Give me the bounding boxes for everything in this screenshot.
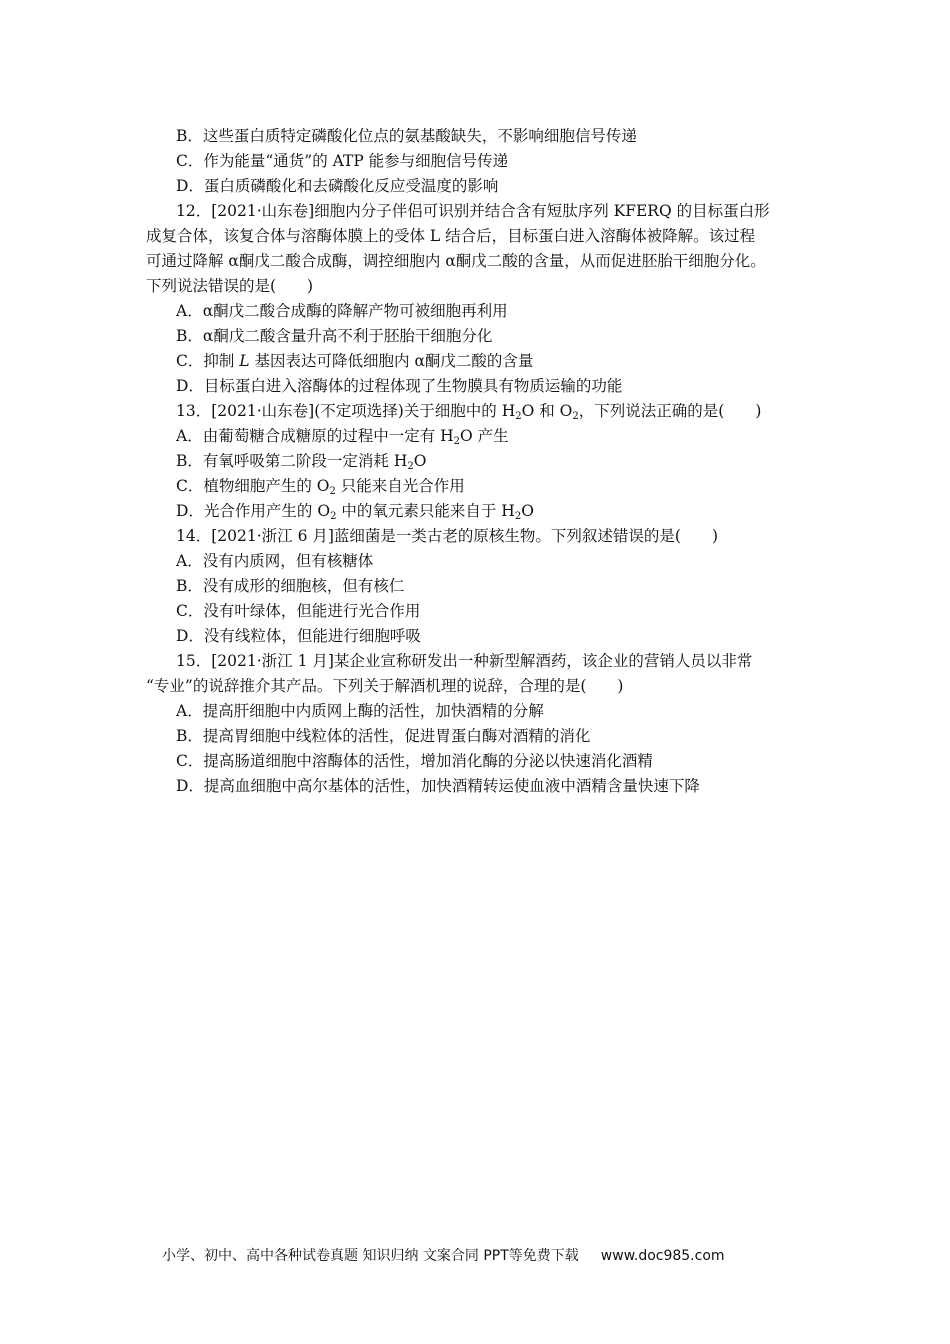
option-14a: A．没有内质网，但有核糖体 (176, 552, 374, 570)
opt-part: B．有氧呼吸第二阶段一定消耗 H (176, 452, 408, 470)
subscript: 2 (407, 461, 414, 472)
opt-part: 只能来自光合作用 (335, 477, 465, 495)
q13-part: ，下列说法正确的是( ) (578, 402, 762, 420)
option-13a (176, 426, 509, 446)
option-13b (176, 451, 426, 471)
question-12-stem-cont-1: 成复合体，该复合体与溶酶体膜上的受体 L 结合后，目标蛋白进入溶酶体被降解。该过程 (146, 227, 756, 245)
opt-part: O (413, 452, 427, 470)
opt-part: O 产生 (460, 427, 509, 445)
question-12-stem-cont-2: 可通过降解 α酮戊二酸合成酶，调控细胞内 α酮戊二酸的含量，从而促进胚胎干细胞分化。 (146, 252, 766, 270)
opt-part: A．由葡萄糖合成糖原的过程中一定有 H (176, 427, 454, 445)
page-footer (162, 1245, 725, 1265)
option-12c-part: C．抑制 (176, 352, 240, 370)
subscript: 2 (329, 486, 336, 497)
option-11c: C．作为能量“通货”的 ATP 能参与细胞信号传递 (176, 152, 509, 170)
option-13c (176, 476, 465, 496)
subscript: 2 (330, 511, 337, 522)
option-12c-part: 基因表达可降低细胞内 α酮戊二酸的含量 (249, 352, 534, 370)
opt-part: C．植物细胞产生的 O (176, 477, 330, 495)
question-12-stem: 12．[2021·山东卷]细胞内分子伴侣可识别并结合含有短肽序列 KFERQ 的目标蛋白形 (176, 202, 770, 220)
option-12b: B．α酮戊二酸含量升高不利于胚胎干细胞分化 (176, 327, 493, 345)
subscript: 2 (453, 436, 461, 447)
subscript: 2 (572, 411, 579, 422)
q13-part: O 和 O (521, 402, 573, 420)
q13-part: 13．[2021·山东卷](不定项选择)关于细胞中的 H (176, 402, 516, 420)
option-12a: A．α酮戊二酸合成酶的降解产物可被细胞再利用 (176, 302, 508, 320)
option-15a: A．提高肝细胞中内质网上酶的活性，加快酒精的分解 (176, 702, 544, 720)
question-14-stem: 14．[2021·浙江 6 月]蓝细菌是一类古老的原核生物。下列叙述错误的是( ) (176, 527, 719, 545)
opt-part: O (521, 502, 534, 520)
question-15-stem-cont: “专业”的说辞推介其产品。下列关于解酒机理的说辞，合理的是( ) (146, 677, 624, 695)
option-11d: D．蛋白质磷酸化和去磷酸化反应受温度的影响 (176, 177, 499, 195)
question-12-stem-cont-3: 下列说法错误的是( ) (146, 277, 314, 295)
option-11b: B．这些蛋白质特定磷酸化位点的氨基酸缺失，不影响细胞信号传递 (176, 127, 637, 145)
option-14c: C．没有叶绿体，但能进行光合作用 (176, 602, 421, 620)
option-14b: B．没有成形的细胞核，但有核仁 (176, 577, 405, 595)
option-15b: B．提高胃细胞中线粒体的活性，促进胃蛋白酶对酒精的消化 (176, 727, 591, 745)
subscript: 2 (515, 411, 522, 422)
footer-text: 小学、初中、高中各种试卷真题 知识归纳 文案合同 PPT等免费下载 (162, 1248, 579, 1264)
gene-l-italic: L (239, 352, 250, 370)
option-12d: D．目标蛋白进入溶酶体的过程体现了生物膜具有物质运输的功能 (176, 377, 623, 395)
subscript: 2 (514, 511, 522, 522)
option-12c (176, 351, 533, 371)
question-15-stem: 15．[2021·浙江 1 月]某企业宣称研发出一种新型解酒药，该企业的营销人员以非常 (176, 652, 753, 670)
footer-site-link[interactable]: www.doc985.com (600, 1248, 725, 1264)
question-13-stem (176, 401, 761, 421)
option-15d: D．提高血细胞中高尔基体的活性，加快酒精转运使血液中酒精含量快速下降 (176, 777, 700, 795)
option-13d (176, 501, 534, 521)
option-15c: C．提高肠道细胞中溶酶体的活性，增加消化酶的分泌以快速消化酒精 (176, 752, 653, 770)
option-14d: D．没有线粒体，但能进行细胞呼吸 (176, 627, 421, 645)
opt-part: D．光合作用产生的 O (176, 502, 331, 520)
opt-part: 中的氧元素只能来自于 H (336, 502, 515, 520)
